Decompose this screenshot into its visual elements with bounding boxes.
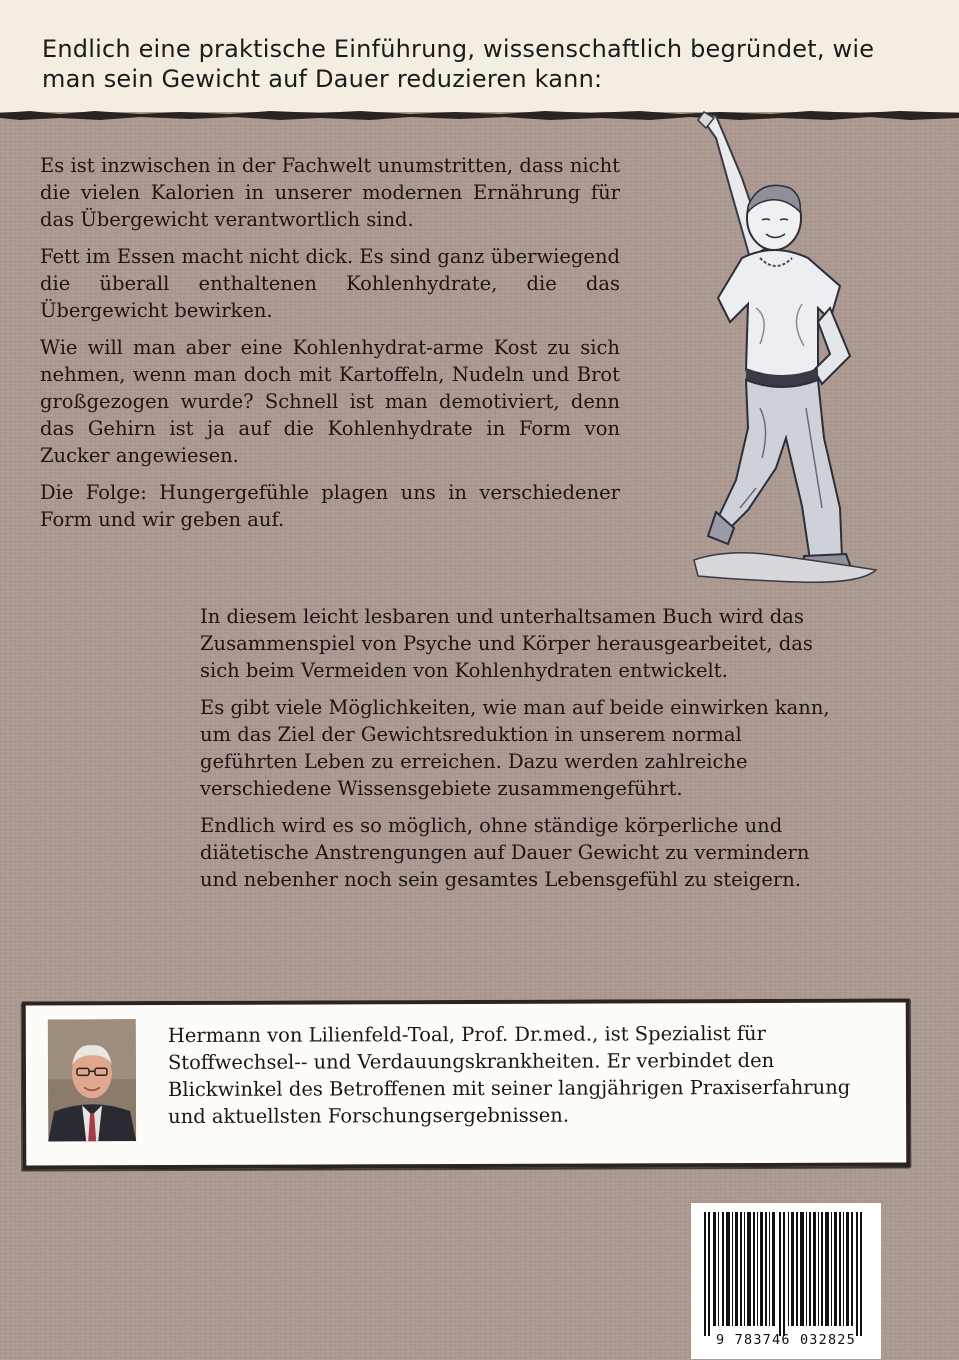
author-box <box>22 998 911 1169</box>
headline: Endlich eine praktische Einführung, wissenschaftlich begründet, wie man sein Gewicht auf Dauer reduzieren kann: <box>42 35 875 93</box>
description-text <box>200 603 840 903</box>
cheering-man-illustration <box>690 108 880 588</box>
description-paragraph-2: Es gibt viele Möglichkeiten, wie man auf beide einwirken kann, um das Ziel der Gewichtsreduktion in unserem normal geführten Leben zu erreichen. Dazu werden zahlreiche verschiedene Wissensgebiete zusammengeführt. <box>200 696 830 800</box>
description-paragraph-3: Endlich wird es so möglich, ohne ständige körperliche und diätetische Anstrengungen auf Dauer Gewicht zu vermindern und nebenher noch sein gesamtes Lebensgefühl zu steigern. <box>200 814 810 891</box>
barcode-icon <box>700 1212 872 1336</box>
intro-paragraph-2: Fett im Essen macht nicht dick. Es sind ganz überwiegend die überall enthaltenen Kohlenhydrate, die das Übergewicht bewirken. <box>40 245 620 322</box>
top-band <box>0 0 959 112</box>
intro-text <box>40 152 620 543</box>
intro-paragraph-1: Es ist inzwischen in der Fachwelt unumstritten, dass nicht die vielen Kalorien in unserer modernen Ernährung für das Übergewicht verantwortlich sind. <box>40 154 620 231</box>
intro-paragraph-4: Die Folge: Hungergefühle plagen uns in verschiedener Form und wir geben auf. <box>40 481 620 531</box>
intro-paragraph-3: Wie will man aber eine Kohlenhydrat-arme Kost zu sich nehmen, wenn man doch mit Kartoffeln, Nudeln und Brot großgezogen wurde? Schnell ist man demotiviert, denn das Gehirn ist ja auf die Kohlenhydrate in Form von Zucker angewiesen. <box>40 336 620 467</box>
description-paragraph-1: In diesem leicht lesbaren und unterhaltsamen Buch wird das Zusammenspiel von Psyche und Körper herausgearbeitet, das sich beim Vermeiden von Kohlenhydraten entwickelt. <box>200 605 813 682</box>
isbn-digits: 9 783746 032825 <box>716 1332 856 1348</box>
author-portrait <box>48 1019 136 1141</box>
author-bio: Hermann von Lilienfeld-Toal, Prof. Dr.med., ist Spezialist für Stoffwechsel-- und Verdauungskrankheiten. Er verbindet den Blickwinkel des Betroffenen mit seiner langjährigen Praxiserfahrung und aktuellsten Forschungsergebnissen. <box>167 1021 851 1129</box>
barcode-box <box>691 1203 881 1359</box>
